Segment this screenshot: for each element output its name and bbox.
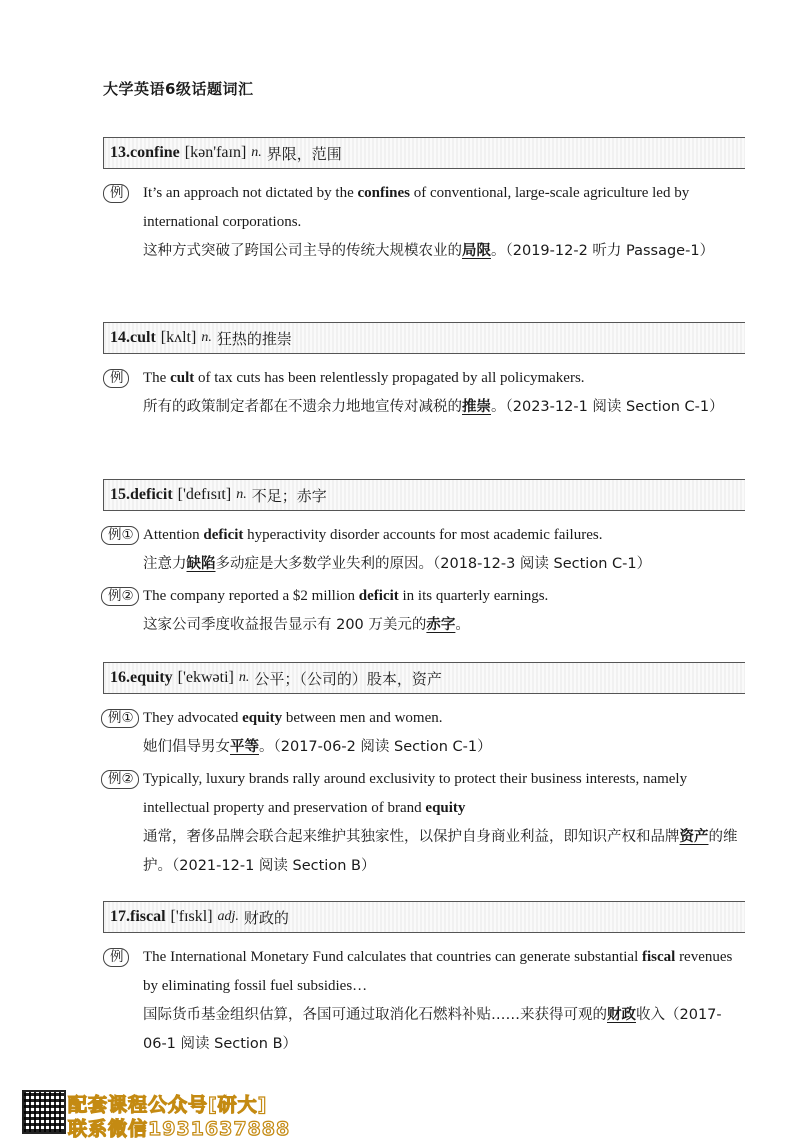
entry-phonetic: [kʌlt] [160, 329, 197, 346]
entry-meaning: 财政的 [243, 908, 289, 927]
entry-meaning: 不足；赤字 [251, 486, 327, 505]
keyword: confines [357, 185, 411, 201]
example [103, 943, 745, 1059]
entry-phonetic: [kən'faɪn] [184, 144, 247, 161]
entry-meaning: 界限，范围 [266, 144, 342, 163]
example-badge: 例 [103, 948, 129, 967]
keyword-translation: 财政 [607, 1007, 636, 1023]
keyword-translation: 推崇 [462, 399, 491, 415]
example-chinese: 注意力缺陷多动症是大多数学业失利的原因。（2018-12-3 阅读 Section C-1） [143, 556, 652, 572]
page-header: 大学英语6级话题词汇 [103, 80, 254, 98]
example-chinese: 所有的政策制定者都在不遗余力地地宣传对减税的推崇。（2023-12-1 阅读 Section C-1） [143, 399, 724, 415]
example-chinese: 国际货币基金组织估算，各国可通过取消化石燃料补贴……来获得可观的财政收入（2017-06-1 阅读 Section B） [143, 1007, 722, 1052]
example [103, 582, 745, 640]
entry-meaning: 狂热的推崇 [216, 329, 292, 348]
qr-code [22, 1090, 66, 1134]
example-english: They advocated equity between men and women. [143, 710, 443, 726]
entry-word: confine [130, 144, 180, 161]
example [103, 765, 745, 881]
keyword: equity [425, 800, 466, 816]
example-chinese: 这家公司季度收益报告显示有 200 万美元的赤字。 [143, 617, 470, 633]
vocab-entry [103, 322, 745, 422]
entry-number: 17. [110, 908, 130, 925]
keyword-translation: 资产 [679, 829, 709, 845]
example-badge: 例① [101, 526, 139, 545]
entry-heading [103, 322, 745, 354]
entry-word: equity [130, 669, 173, 686]
example-english: Typically, luxury brands rally around exclusivity to protect their business interests, namely intellectual property and preservation of brand equity [143, 771, 688, 816]
example [103, 521, 745, 579]
example [103, 704, 745, 762]
example-badge: 例② [101, 587, 139, 606]
entry-heading [103, 662, 745, 694]
example-english: The company reported a $2 million deficit in its quarterly earnings. [143, 588, 549, 604]
entry-pos: adj. [217, 909, 239, 924]
example-badge: 例① [101, 709, 139, 728]
example-chinese: 她们倡导男女平等。（2017-06-2 阅读 Section C-1） [143, 739, 492, 755]
entry-number: 16. [110, 669, 130, 686]
example-english: The cult of tax cuts has been relentlessly propagated by all policymakers. [143, 370, 585, 386]
example-chinese: 这种方式突破了跨国公司主导的传统大规模农业的局限。（2019-12-2 听力 Passage-1） [143, 243, 715, 259]
entry-word: fiscal [130, 908, 166, 925]
entry-number: 13. [110, 144, 130, 161]
entry-pos: n. [251, 145, 262, 160]
entry-phonetic: ['fɪskl] [170, 908, 213, 925]
example-badge: 例② [101, 770, 139, 789]
entry-heading [103, 137, 745, 169]
example-english: It’s an approach not dictated by the confines of conventional, large-scale agriculture led by international corporations. [143, 185, 690, 230]
example [103, 364, 745, 422]
footer-watermark-line2: 联系微信1931637888 [68, 1118, 291, 1140]
entry-phonetic: ['defɪsɪt] [177, 486, 232, 503]
keyword: deficit [203, 527, 244, 543]
footer-watermark-line1: 配套课程公众号[研大] [68, 1094, 268, 1116]
entry-pos: n. [201, 330, 212, 345]
keyword-translation: 局限 [462, 243, 491, 259]
entry-pos: n. [236, 487, 247, 502]
entry-phonetic: ['ekwəti] [177, 669, 234, 686]
example [103, 179, 745, 266]
entry-word: deficit [130, 486, 173, 503]
vocab-entry [103, 901, 745, 1059]
example-badge: 例 [103, 184, 129, 203]
entry-pos: n. [238, 670, 250, 685]
entry-meaning: 公平；（公司的）股本，资产 [254, 669, 442, 688]
example-english: Attention deficit hyperactivity disorder accounts for most academic failures. [143, 527, 603, 543]
entry-heading [103, 901, 745, 933]
keyword: deficit [358, 588, 399, 604]
entry-heading [103, 479, 745, 511]
example-english: The International Monetary Fund calculates that countries can generate substantial fiscal revenues by eliminating fossil fuel subsidies… [143, 949, 733, 994]
keyword-translation: 平等 [230, 739, 259, 755]
keyword-translation: 缺陷 [186, 556, 216, 572]
example-chinese: 通常，奢侈品牌会联合起来维护其独家性，以保护自身商业利益，即知识产权和品牌资产的维护。（2021-12-1 阅读 Section B） [143, 829, 738, 874]
vocab-entry [103, 137, 745, 266]
keyword-translation: 赤字 [426, 617, 456, 633]
keyword: equity [242, 710, 283, 726]
entry-number: 15. [110, 486, 130, 503]
example-badge: 例 [103, 369, 129, 388]
entry-number: 14. [110, 329, 130, 346]
keyword: fiscal [641, 949, 676, 965]
vocab-entry [103, 479, 745, 640]
keyword: cult [170, 370, 195, 386]
entry-word: cult [130, 329, 156, 346]
vocab-entry [103, 662, 745, 881]
